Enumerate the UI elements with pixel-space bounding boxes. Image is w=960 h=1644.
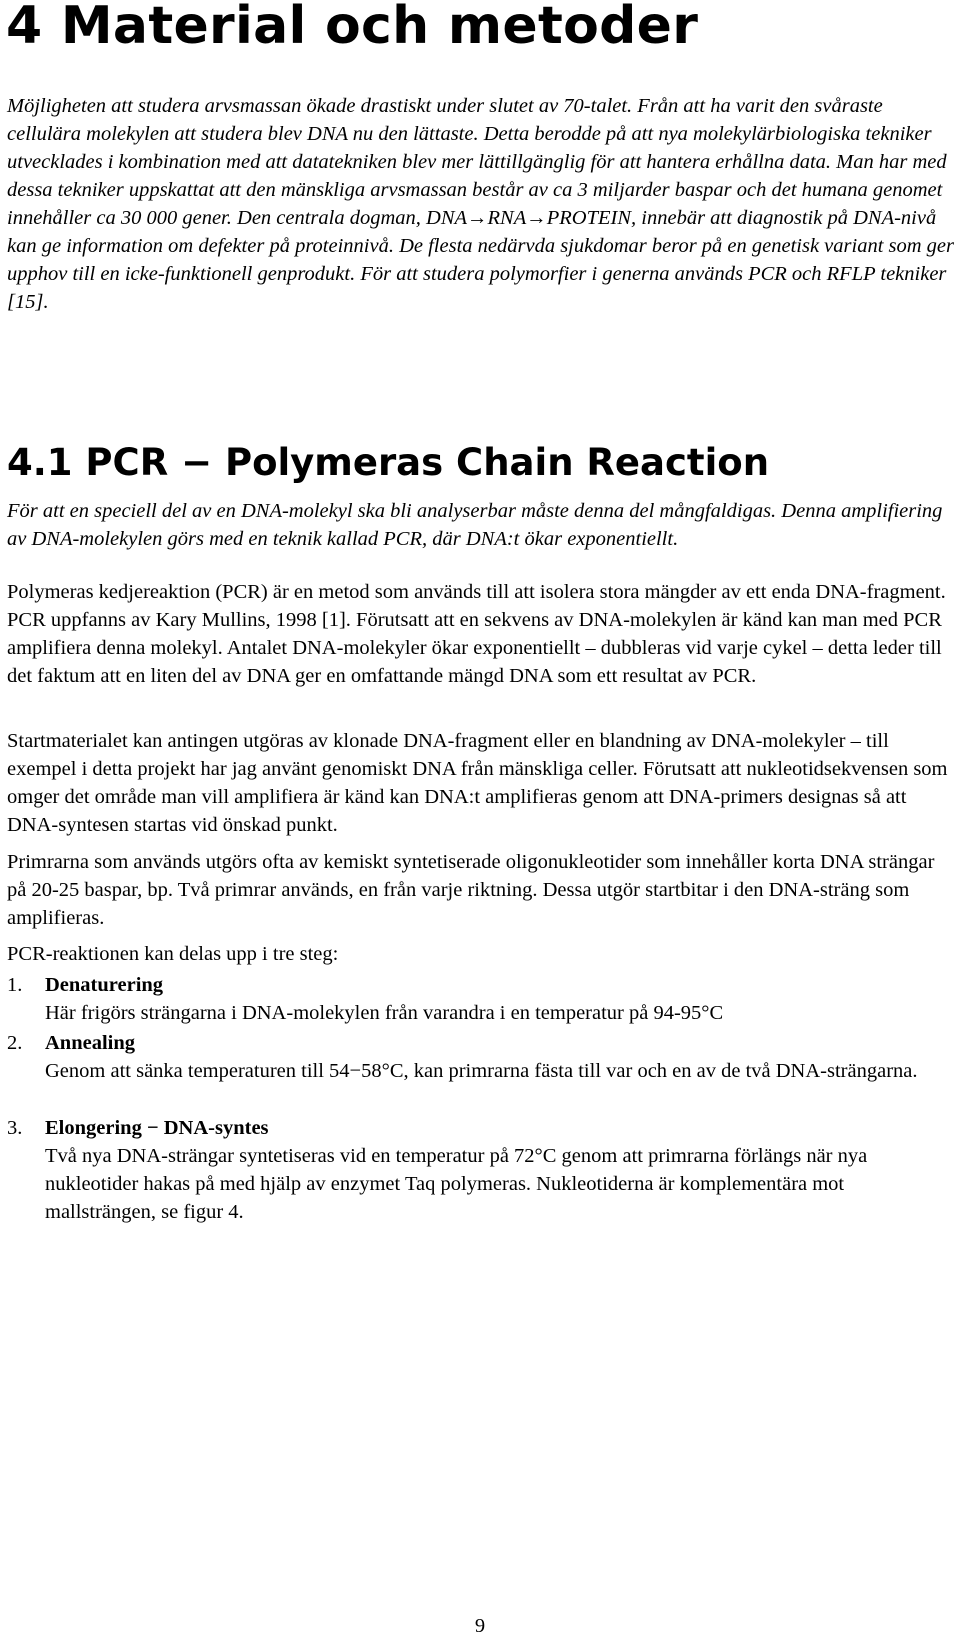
step-title: Denaturering (45, 974, 164, 996)
list-number: 1. (7, 974, 23, 996)
section-heading: 4.1 PCR − Polymeras Chain Reaction (7, 441, 770, 484)
step-title: Elongering − DNA-syntes (45, 1117, 269, 1139)
chapter-heading: 4 Material och metoder (6, 0, 699, 56)
list-number: 3. (7, 1117, 23, 1139)
primers-paragraph: Primrarna som används utgörs ofta av kemiskt syntetiserade oligonukleotider som innehåller korta DNA strängar på 20-25 baspar, bp. Två primrar används, en från varje riktning. Dessa utgör startbitar i den DNA-sträng som amplifieras. (7, 851, 935, 929)
list-number: 2. (7, 1032, 23, 1054)
starting-material-paragraph: Startmaterialet kan antingen utgöras av klonade DNA-fragment eller en blandning av DNA-molekyler – till exempel i detta projekt har jag använt genomiskt DNA från mänskliga celler. Förutsatt att nukleotidsekvensen som omger det område man vill amplifiera är känd kan DNA:t amplifieras genom att DNA-primers designas så att DNA-syntesen startas vid önskad punkt. (7, 730, 948, 836)
page-number: 9 (474, 1615, 486, 1637)
step-text: Här frigörs strängarna i DNA-molekylen från varandra i en temperatur på 94-95°C (45, 1002, 724, 1024)
intro-paragraph: Möjligheten att studera arvsmassan ökade drastiskt under slutet av 70-talet. Från att ha varit den svåraste cellulära molekylen att studera blev DNA nu den lättaste. Detta berodde på att nya molekylärbiologiska tekniker utvecklades i kombination med att datatekniken blev mer lättillgänglig för att hantera erhållna data. Man har med dessa tekniker uppskattat att den mänskliga arvsmassan består av ca 3 miljarder baspar och det humana genomet innehåller ca 30 000 gener. Den centrala dogman, DNA→RNA→PROTEIN, innebär att diagnostik på DNA-nivå kan ge information om defekter på proteinnivå. De flesta nedärvda sjukdomar beror på en genetisk variant som ger upphov till en icke-funktionell genprodukt. För att studera polymorfier i generna används PCR och RFLP tekniker [15]. (7, 95, 955, 313)
step-text: Genom att sänka temperaturen till 54−58°C, kan primrarna fästa till var och en av de två DNA-strängarna. (45, 1060, 918, 1082)
step-title: Annealing (45, 1032, 135, 1054)
step-text: Två nya DNA-strängar syntetiseras vid en temperatur på 72°C genom att primrarna förlängs när nya nukleotider hakas på med hjälp av enzymet Taq polymeras. Nukleotiderna är komplementära mot mallsträngen, se figur 4. (45, 1145, 868, 1223)
steps-intro-paragraph: PCR-reaktionen kan delas upp i tre steg: (7, 943, 339, 965)
section-intro-paragraph: För att en speciell del av en DNA-molekyl ska bli analyserbar måste denna del mångfaldigas. Denna amplifiering av DNA-molekylen görs med en teknik kallad PCR, där DNA:t ökar exponentiellt. (7, 500, 943, 550)
pcr-description-paragraph: Polymeras kedjereaktion (PCR) är en metod som används till att isolera stora mängder av ett enda DNA-fragment. PCR uppfanns av Kary Mullins, 1998 [1]. Förutsatt att en sekvens av DNA-molekylen är känd kan man med PCR amplifiera denna molekyl. Antalet DNA-molekyler ökar exponentiellt – dubbleras vid varje cykel – detta leder till det faktum att en liten del av DNA ger en omfattande mängd DNA som ett resultat av PCR. (7, 581, 946, 687)
